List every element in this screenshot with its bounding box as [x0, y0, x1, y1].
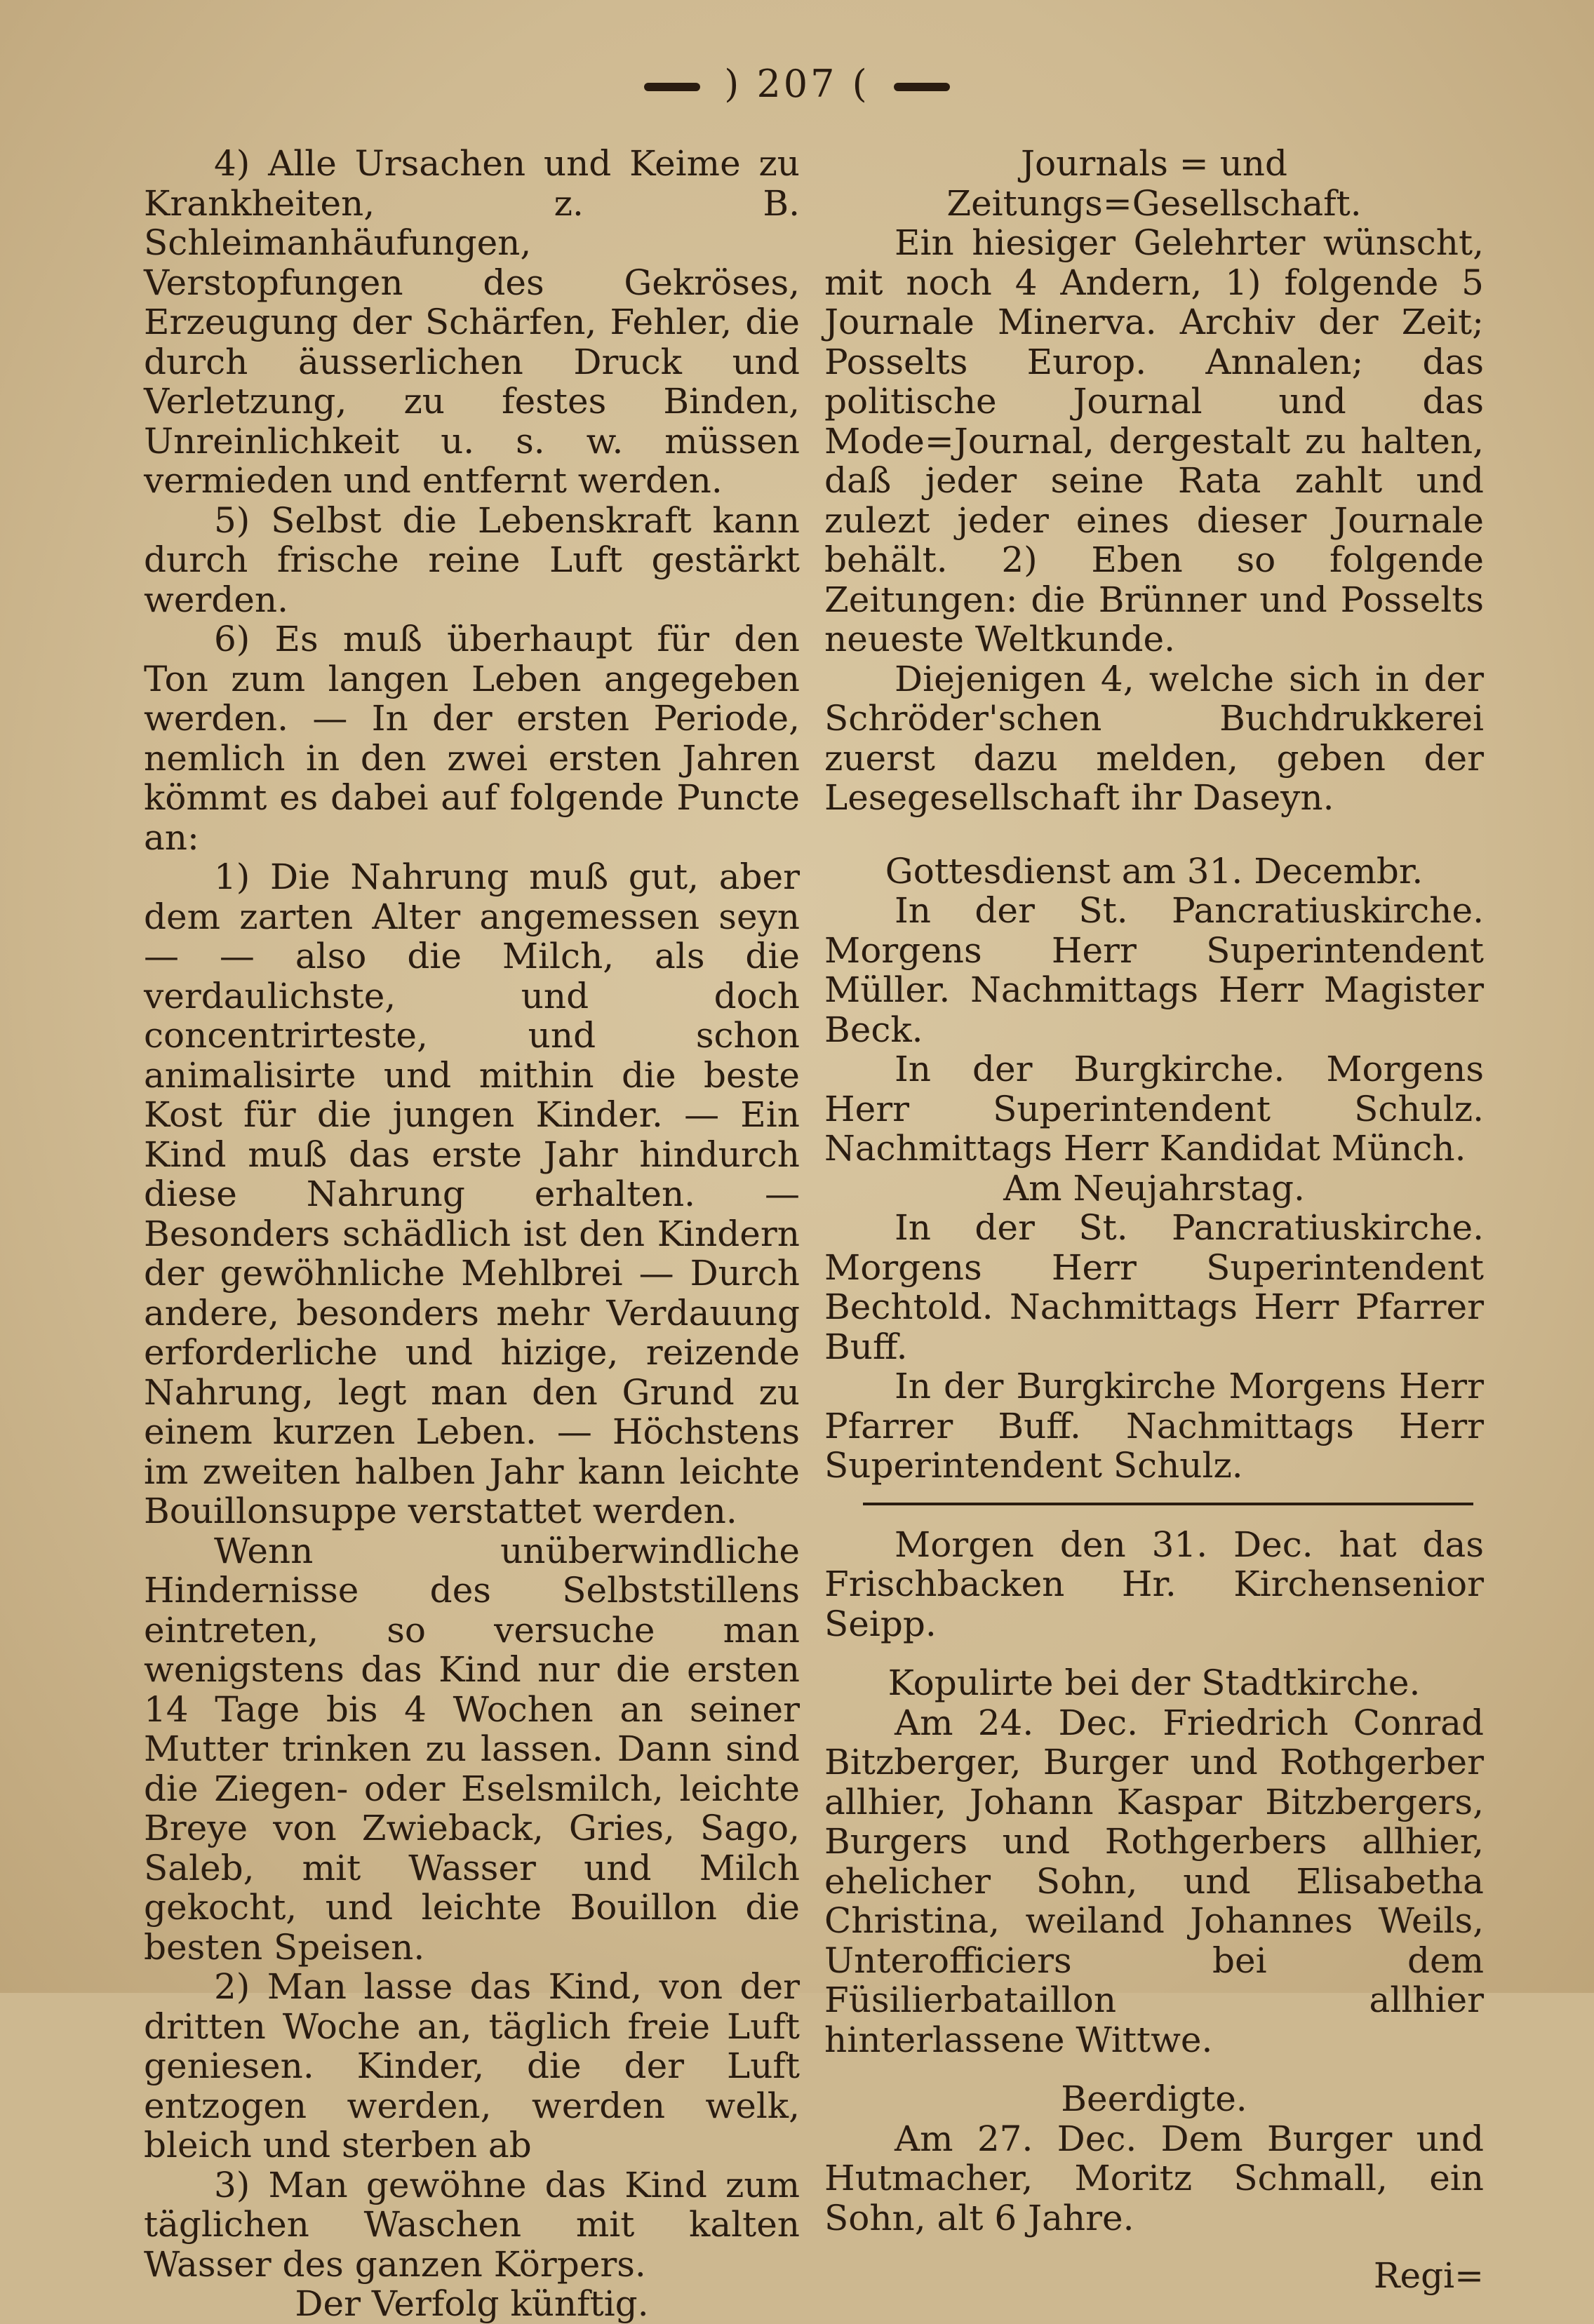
- paragraph: 5) Selbst die Lebenskraft kann durch frische reine Luft gestärkt werden.: [144, 499, 800, 620]
- paragraph: In der Burgkirche Morgens Herr Pfarrer Buff. Nachmittags Herr Superintendent Schulz.: [824, 1366, 1484, 1486]
- paragraph: Am 24. Dec. Friedrich Conrad Bitzberger, Burger und Rothgerber allhier, Johann Kaspar Bitzbergers, Burgers und Rothgerbers allhier, ehelicher Sohn, und Elisabetha Christina, weiland Johannes Weils, Unterofficiers bei dem Füsilierbataillon allhier hinterlassene Wittwe.: [824, 1702, 1484, 2060]
- paragraph: Diejenigen 4, welche sich in der Schröder'schen Buchdrukkerei zuerst dazu melden, geben der Lesegesellschaft ihr Daseyn.: [824, 658, 1484, 818]
- section-heading: Am Neujahrstag.: [1003, 1167, 1305, 1209]
- right-column: [824, 144, 1484, 2296]
- left-column: [144, 144, 800, 2324]
- paragraph: Am 27. Dec. Dem Burger und Hutmacher, Moritz Schmall, ein Sohn, alt 6 Jahre.: [824, 2118, 1484, 2238]
- paragraph: Wenn unüberwindliche Hindernisse des Selbststillens eintreten, so versuche man wenigstens das Kind nur die ersten 14 Tage bis 4 Wochen an seiner Mutter trinken zu lassen. Dann sind die Ziegen- oder Eselsmilch, leichte Breye von Zwieback, Gries, Sago, Saleb, mit Wasser und Milch gekocht, und leichte Bouillon die besten Speisen.: [144, 1530, 800, 1968]
- paragraph: In der St. Pancratiuskirche. Morgens Herr Superintendent Bechtold. Nachmittags Herr Pfarrer Buff.: [824, 1207, 1484, 1367]
- paragraph: 2) Man lasse das Kind, von der dritten Woche an, täglich freie Luft geniesen. Kinder, die der Luft entzogen werden, werden welk, bleich und sterben ab: [144, 1966, 800, 2165]
- paragraph: In der St. Pancratiuskirche. Morgens Herr Superintendent Müller. Nachmittags Herr Magister Beck.: [824, 890, 1484, 1050]
- paragraph: Morgen den 31. Dec. hat das Frischbacken Hr. Kirchensenior Seipp.: [824, 1524, 1484, 1644]
- section-heading: Kopulirte bei der Stadtkirche.: [888, 1663, 1421, 1703]
- header-ornament-right: [894, 83, 950, 91]
- continuation-note: Der Verfolg künftig.: [295, 2283, 649, 2324]
- section-heading: Gottesdienst am 31. Decembr.: [885, 850, 1424, 892]
- paragraph: 3) Man gewöhne das Kind zum täglichen Waschen mit kalten Wasser des ganzen Körpers.: [144, 2164, 800, 2285]
- paragraph: 6) Es muß überhaupt für den Ton zum langen Leben angegeben werden. — In der ersten Periode, nemlich in den zwei ersten Jahren kömmt es dabei auf folgende Puncte an:: [144, 619, 800, 858]
- page-header: [0, 62, 1594, 106]
- page-number: ) 207 (: [724, 62, 870, 106]
- paragraph: 1) Die Nahrung muß gut, aber dem zarten Alter angemessen seyn — — also die Milch, als die verdaulichste, und doch concentrirteste, und schon animalisirte und mithin die beste Kost für die jungen Kinder. — Ein Kind muß das erste Jahr hindurch diese Nahrung erhalten. — Besonders schädlich ist den Kindern der gewöhnliche Mehlbrei — Durch andere, besonders mehr Verdauung erforderliche und hizige, reizende Nahrung, legt man den Grund zu einem kurzen Leben. — Höchstens im zweiten halben Jahr kann leichte Bouillonsuppe verstattet werden.: [144, 857, 800, 1531]
- catchword: Regi=: [1373, 2255, 1484, 2296]
- paragraph: 4) Alle Ursachen und Keime zu Krankheiten, z. B. Schleimanhäufungen, Verstopfungen des Gekröses, Erzeugung der Schärfen, Fehler, die durch äusserlichen Druck und Verletzung, zu festes Binden, Unreinlichkeit u. s. w. müssen vermieden und entfernt werden.: [144, 143, 800, 501]
- paragraph: In der Burgkirche. Morgens Herr Superintendent Schulz. Nachmittags Herr Kandidat Münch.: [824, 1049, 1484, 1169]
- paragraph: Ein hiesiger Gelehrter wünscht, mit noch 4 Andern, 1) folgende 5 Journale Minerva. Archiv der Zeit; Posselts Europ. Annalen; das politische Journal und das Mode=Journal, dergestalt zu halten, daß jeder seine Rata zahlt und zulezt jeder eines dieser Journale behält. 2) Eben so folgende Zeitungen: die Brünner und Posselts neueste Weltkunde.: [824, 222, 1484, 659]
- section-heading: Beerdigte.: [1061, 2078, 1247, 2119]
- header-ornament-left: [644, 83, 700, 91]
- divider-rule: [863, 1503, 1473, 1505]
- section-heading: Journals = und Zeitungs=Gesellschaft.: [946, 143, 1362, 224]
